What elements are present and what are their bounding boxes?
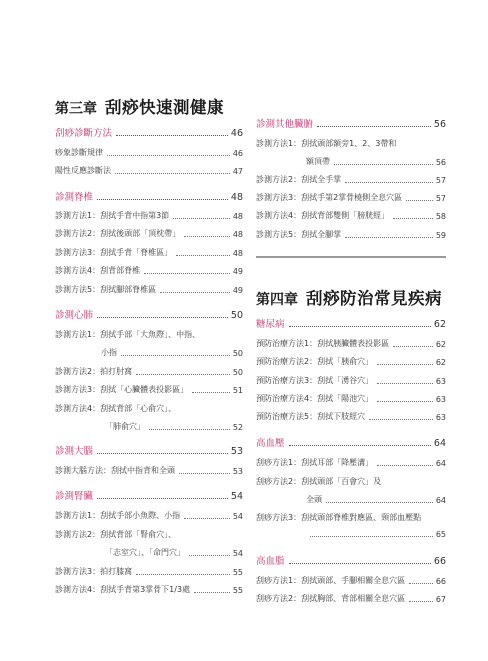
toc-section[interactable]: 診測心肺 50	[55, 310, 243, 321]
toc-entry[interactable]: 陽性反應診斷法 47	[55, 166, 243, 176]
toc-entry-line: 診測方法4：刮拭背部「心俞穴」、	[55, 404, 177, 413]
toc-section[interactable]: 刮痧診斷方法 46	[55, 128, 243, 139]
chapter-number: 第三章	[55, 101, 97, 117]
toc-entry[interactable]: 診測方法2：刮拭全手掌 57	[256, 175, 446, 185]
toc-entry[interactable]: 預防治療方法2：刮拭「胰俞穴」 62	[256, 357, 446, 367]
toc-entry-line: 診測方法1：刮拭頭部額旁1、2、3帶和	[256, 139, 397, 148]
toc-entry[interactable]: 診測大腦方法：刮拭中指背和全頭 53	[55, 466, 243, 476]
toc-entry[interactable]: 診測方法2：刮拭後頭部「頂枕帶」 48	[55, 229, 243, 239]
toc-entry[interactable]: 預防治療方法1：刮拭胰臟體表投影區 62	[256, 339, 446, 349]
chapter-4-heading	[256, 285, 442, 309]
toc-section[interactable]: 診測大腦 53	[55, 446, 243, 457]
toc-section[interactable]: 診測腎臟 54	[55, 491, 243, 502]
toc-entry[interactable]: 刮痧方法1：刮拭耳部「降壓溝」 64	[256, 458, 446, 468]
toc-entry[interactable]: 預防治療方法3：刮拭「湧谷穴」 63	[256, 376, 446, 386]
toc-entry-line: 刮痧方法3：刮拭頭部脊椎對應區、頸部血壓點	[256, 513, 422, 522]
toc-entry[interactable]: 診測方法4：刮背部脊椎 49	[55, 266, 243, 276]
chapter-title: 刮痧快速測健康	[105, 98, 224, 117]
toc-entry[interactable]: 刮痧方法1：刮拭頭部、手腳相關全息穴區 66	[256, 576, 446, 586]
toc-section[interactable]: 高血壓 64	[256, 438, 446, 449]
section-divider	[256, 256, 446, 258]
toc-entry[interactable]: 痧象診斷規律 46	[55, 148, 243, 158]
chapter-3-heading	[55, 94, 224, 118]
toc-entry[interactable]: 診測方法5：刮拭腳部脊椎區 49	[55, 285, 243, 295]
toc-entry[interactable]: 預防治療方法5：刮拭下肢經穴 63	[256, 412, 446, 422]
chapter-number: 第四章	[256, 292, 298, 308]
toc-entry[interactable]: 全頭 64	[306, 495, 446, 505]
toc-entry[interactable]: 診測方法3：刮拭「心臟體表投影區」 51	[55, 385, 243, 395]
toc-entry[interactable]: 「肺俞穴」 52	[105, 422, 243, 432]
toc-entry[interactable]: 診測方法3：刮拭手第2掌骨橈側全息穴區 57	[256, 193, 446, 203]
toc-entry[interactable]: 額頂帶 56	[306, 157, 446, 167]
toc-section[interactable]: 診測脊椎 48	[55, 192, 243, 203]
toc-entry-line: 診測方法2：刮拭背部「腎俞穴」、	[55, 530, 177, 539]
toc-entry[interactable]: 診測方法4：刮拭手背第3掌骨下1/3處 55	[55, 585, 243, 595]
toc-entry[interactable]: 診測方法5：刮拭全腳掌 59	[256, 230, 446, 240]
toc-entry-line: 刮痧方法2：刮拭頭部「百會穴」及	[256, 477, 382, 486]
toc-section[interactable]: 高血脂 66	[256, 556, 446, 567]
toc-entry[interactable]: 診測方法3：拍打膝窩 55	[55, 567, 243, 577]
toc-entry[interactable]: 預防治療方法4：刮拭「陽池穴」 63	[256, 394, 446, 404]
toc-entry[interactable]: 診測方法1：刮拭手部小魚際、小指 54	[55, 511, 243, 521]
toc-entry[interactable]: 「志室穴」、「命門穴」 54	[105, 548, 243, 558]
toc-entry-line: 診測方法1：刮拭手部「大魚際」、中指、	[55, 330, 201, 339]
toc-section[interactable]: 糖尿病 62	[256, 319, 446, 330]
toc-entry[interactable]: 診測方法2：拍打肘窩 50	[55, 367, 243, 377]
toc-entry[interactable]: 65	[306, 530, 446, 539]
toc-entry[interactable]: 小指 50	[101, 348, 243, 358]
toc-entry[interactable]: 刮痧方法2：刮拭胸部、背部相關全息穴區 67	[256, 594, 446, 604]
chapter-title: 刮痧防治常見疾病	[306, 289, 442, 308]
toc-entry[interactable]: 診測方法4：刮拭背部雙側「膀胱經」 58	[256, 211, 446, 221]
toc-entry[interactable]: 診測方法3：刮拭手背「脊椎區」 48	[55, 248, 243, 258]
toc-section[interactable]: 診測其他臟腑 56	[256, 119, 446, 130]
toc-entry[interactable]: 診測方法1：刮拭手背中指第3節 48	[55, 211, 243, 221]
